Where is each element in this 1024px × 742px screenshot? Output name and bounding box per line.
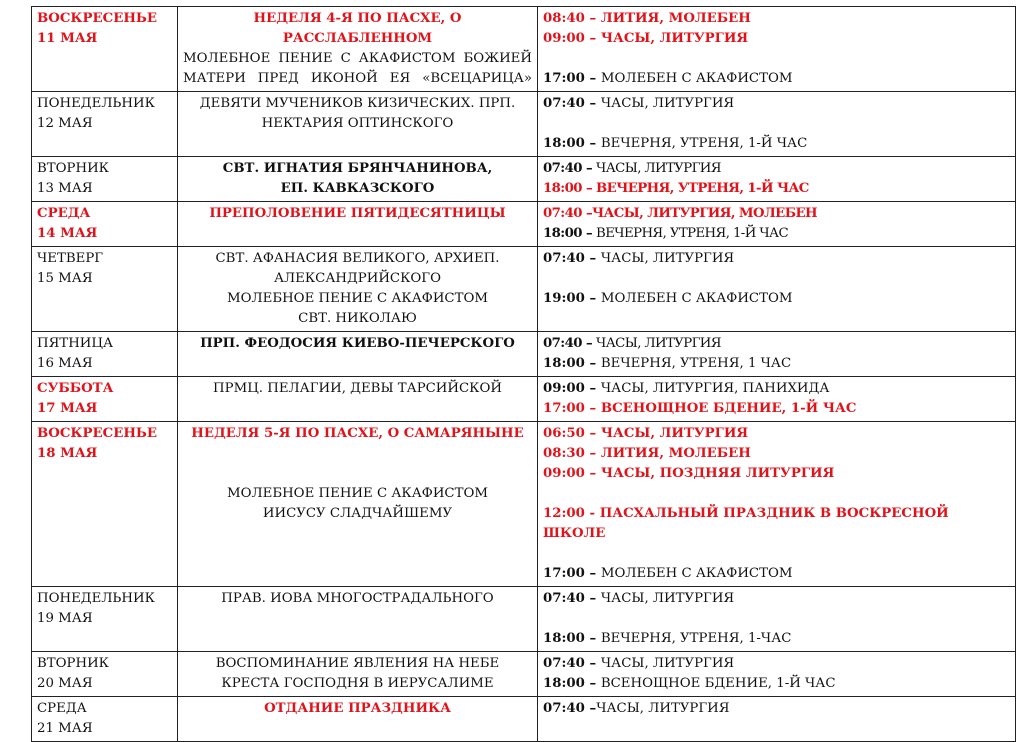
day-cell — [32, 422, 178, 587]
date-label: 14 МАЯ — [37, 226, 98, 241]
feast-title: ПРАВ. ИОВА МНОГОСТРАДАЛЬНОГО — [221, 591, 494, 606]
day-cell — [32, 92, 178, 157]
service-text: ЧАСЫ, ЛИТУРГИЯ — [600, 591, 735, 606]
service-text: ЧАСЫ, ЛИТУРГИЯ — [600, 251, 735, 266]
service-item — [543, 464, 1010, 484]
service-text: ЧАСЫ, ЛИТУРГИЯ — [600, 96, 735, 111]
schedule-row — [32, 157, 1016, 202]
spacer — [543, 269, 1010, 289]
schedule-row — [32, 332, 1016, 377]
service-separator: – — [584, 251, 601, 266]
services-cell — [538, 377, 1016, 422]
spacer — [543, 544, 1010, 564]
schedule-row — [32, 652, 1016, 697]
service-time: 18:00 — [543, 631, 585, 646]
schedule-table — [31, 6, 1016, 742]
service-time: 09:00 — [543, 381, 585, 396]
schedule-row — [32, 7, 1016, 92]
service-time: 19:00 — [543, 291, 585, 306]
service-time: 17:00 — [543, 71, 585, 86]
service-item — [543, 334, 1010, 354]
service-time: 17:00 — [543, 401, 585, 416]
service-time: 07:40 — [543, 161, 582, 176]
service-text: ПАСХАЛЬНЫЙ ПРАЗДНИК В ВОСКРЕСНОЙ ШКОЛЕ — [543, 506, 949, 541]
service-item — [543, 29, 1010, 49]
spacer — [543, 49, 1010, 69]
schedule-row — [32, 422, 1016, 587]
service-separator: – — [584, 356, 601, 371]
moleben-note: СВТ. НИКОЛАЮ — [298, 311, 417, 326]
feast-cell — [178, 92, 538, 157]
schedule-row — [32, 377, 1016, 422]
service-item — [543, 159, 1010, 179]
service-item — [543, 424, 1010, 444]
date-label: 17 МАЯ — [37, 401, 98, 416]
service-time: 07:40 — [543, 591, 585, 606]
service-separator: – — [581, 226, 597, 241]
service-text: ЛИТИЯ, МОЛЕБЕН — [600, 11, 751, 26]
service-item — [543, 399, 1010, 419]
feast-title: НЕДЕЛЯ 4-Я ПО ПАСХЕ, О — [253, 11, 462, 26]
schedule-row — [32, 92, 1016, 157]
moleben-note: ИИСУСУ СЛАДЧАЙШЕМУ — [262, 506, 453, 521]
service-time: 09:00 — [543, 31, 585, 46]
services-cell — [538, 587, 1016, 652]
date-label: 12 МАЯ — [37, 116, 93, 131]
spacer — [543, 114, 1010, 134]
service-item — [543, 629, 1010, 649]
feast-title: ПРМЦ. ПЕЛАГИИ, ДЕВЫ ТАРСИЙСКОЙ — [213, 381, 502, 396]
schedule-body — [32, 7, 1016, 742]
services-cell — [538, 92, 1016, 157]
service-time: 18:00 — [543, 676, 585, 691]
feast-title: СВТ. АФАНАСИЯ ВЕЛИКОГО, АРХИЕП. — [215, 251, 500, 266]
feast-cell — [178, 377, 538, 422]
spacer — [543, 484, 1010, 504]
service-separator: – — [584, 381, 601, 396]
service-text: ЛИТИЯ, МОЛЕБЕН — [600, 446, 751, 461]
feast-cell — [178, 202, 538, 247]
service-text: ВЕЧЕРНЯ, УТРЕНЯ, 1-Й ЧАС — [596, 181, 809, 196]
service-time: 07:40 — [543, 656, 585, 671]
service-text: ЧАСЫ, ЛИТУРГИЯ — [600, 656, 735, 671]
weekday-label: ВТОРНИК — [37, 161, 109, 176]
service-text: ЧАСЫ, ЛИТУРГИЯ — [600, 31, 749, 46]
date-label: 21 МАЯ — [37, 721, 93, 736]
date-label: 15 МАЯ — [37, 271, 93, 286]
feast-title: НЕКТАРИЯ ОПТИНСКОГО — [261, 116, 454, 131]
service-item — [543, 249, 1010, 269]
service-text: ЧАСЫ, ПОЗДНЯЯ ЛИТУРГИЯ — [600, 466, 835, 481]
service-time: 18:00 — [543, 181, 582, 196]
feast-title: ВОСПОМИНАНИЕ ЯВЛЕНИЯ НА НЕБЕ — [215, 656, 500, 671]
service-time: 07:40 — [543, 96, 585, 111]
feast-cell — [178, 157, 538, 202]
day-cell — [32, 697, 178, 742]
service-separator: – — [581, 181, 597, 196]
service-separator: – — [584, 96, 601, 111]
service-item — [543, 379, 1010, 399]
service-item — [543, 9, 1010, 29]
service-item — [543, 69, 1010, 89]
service-separator: – — [581, 206, 592, 221]
service-item — [543, 564, 1010, 584]
service-separator: – — [584, 401, 601, 416]
service-item — [543, 289, 1010, 309]
service-separator: – — [584, 656, 601, 671]
service-text: ЧАСЫ, ЛИТУРГИЯ — [596, 161, 721, 176]
service-text: ЧАСЫ, ЛИТУРГИЯ — [596, 701, 730, 716]
day-cell — [32, 332, 178, 377]
date-label: 20 МАЯ — [37, 676, 93, 691]
service-item — [543, 699, 1010, 719]
service-text: ВСЕНОЩНОЕ БДЕНИЕ, 1-Й ЧАС — [600, 401, 857, 416]
moleben-note: МОЛЕБНОЕ ПЕНИЕ С АКАФИСТОМ — [227, 486, 488, 501]
service-text: ЧАСЫ, ЛИТУРГИЯ, ПАНИХИДА — [600, 381, 830, 396]
feast-cell — [178, 247, 538, 332]
service-separator: – — [584, 566, 601, 581]
service-separator: - — [584, 506, 600, 521]
service-time: 17:00 — [543, 566, 585, 581]
feast-cell — [178, 587, 538, 652]
services-cell — [538, 422, 1016, 587]
service-separator: – — [584, 676, 601, 691]
moleben-note: МАТЕРИ ПРЕД ИКОНОЙ ЕЯ «ВСЕЦАРИЦА» — [183, 71, 532, 86]
feast-cell — [178, 422, 538, 587]
service-separator: – — [584, 71, 601, 86]
date-label: 11 МАЯ — [37, 31, 98, 46]
services-cell — [538, 652, 1016, 697]
feast-cell — [178, 7, 538, 92]
day-cell — [32, 247, 178, 332]
feast-title: РАССЛАБЛЕННОМ — [282, 31, 433, 46]
service-text: МОЛЕБЕН С АКАФИСТОМ — [600, 71, 793, 86]
service-time: 18:00 — [543, 226, 582, 241]
service-item — [543, 589, 1010, 609]
service-item — [543, 504, 1010, 544]
service-separator: – — [584, 631, 601, 646]
service-time: 09:00 — [543, 466, 585, 481]
service-item — [543, 654, 1010, 674]
date-label: 13 МАЯ — [37, 181, 93, 196]
service-time: 08:40 — [543, 11, 585, 26]
service-text: ЧАСЫ, ЛИТУРГИЯ, МОЛЕБЕН — [592, 206, 817, 221]
feast-title: ЕП. КАВКАЗСКОГО — [280, 181, 435, 196]
feast-title: КРЕСТА ГОСПОДНЯ В ИЕРУСАЛИМЕ — [221, 676, 494, 691]
service-item — [543, 354, 1010, 374]
date-label: 16 МАЯ — [37, 356, 93, 371]
service-separator: – — [584, 591, 601, 606]
service-separator: – — [584, 11, 601, 26]
service-separator: – — [584, 701, 597, 716]
day-cell — [32, 652, 178, 697]
service-time: 08:30 — [543, 446, 585, 461]
service-time: 18:00 — [543, 356, 585, 371]
weekday-label: ВОСКРЕСЕНЬЕ — [37, 426, 158, 441]
day-cell — [32, 587, 178, 652]
service-time: 07:40 — [543, 251, 585, 266]
service-separator: – — [584, 446, 601, 461]
feast-title: АЛЕКСАНДРИЙСКОГО — [273, 271, 442, 286]
service-text: ВЕЧЕРНЯ, УТРЕНЯ, 1 ЧАС — [600, 356, 792, 371]
services-cell — [538, 202, 1016, 247]
feast-cell — [178, 697, 538, 742]
weekday-label: ПЯТНИЦА — [37, 336, 114, 351]
service-item — [543, 94, 1010, 114]
weekday-label: ПОНЕДЕЛЬНИК — [37, 591, 155, 606]
feast-cell — [178, 652, 538, 697]
weekday-label: ПОНЕДЕЛЬНИК — [37, 96, 155, 111]
service-time: 07:40 — [543, 336, 582, 351]
day-cell — [32, 377, 178, 422]
schedule-row — [32, 247, 1016, 332]
day-cell — [32, 202, 178, 247]
service-item — [543, 674, 1010, 694]
services-cell — [538, 247, 1016, 332]
service-item — [543, 134, 1010, 154]
services-cell — [538, 7, 1016, 92]
service-separator: – — [584, 136, 601, 151]
date-label: 18 МАЯ — [37, 446, 98, 461]
service-separator: – — [581, 161, 597, 176]
schedule-row — [32, 587, 1016, 652]
weekday-label: СРЕДА — [37, 206, 91, 221]
spacer — [543, 609, 1010, 629]
date-label: 19 МАЯ — [37, 611, 93, 626]
feast-cell — [178, 332, 538, 377]
service-text: ВЕЧЕРНЯ, УТРЕНЯ, 1-Й ЧАС — [600, 136, 808, 151]
service-item — [543, 224, 1010, 244]
service-item — [543, 179, 1010, 199]
service-text: МОЛЕБЕН С АКАФИСТОМ — [600, 291, 793, 306]
service-time: 07:40 — [543, 701, 585, 716]
feast-title: СВТ. ИГНАТИЯ БРЯНЧАНИНОВА, — [222, 161, 493, 176]
weekday-label: ЧЕТВЕРГ — [37, 251, 104, 266]
moleben-note: МОЛЕБНОЕ ПЕНИЕ С АКАФИСТОМ БОЖИЕЙ — [183, 51, 532, 66]
day-cell — [32, 7, 178, 92]
spacer — [183, 444, 532, 464]
weekday-label: ВОСКРЕСЕНЬЕ — [37, 11, 158, 26]
service-separator: – — [581, 336, 597, 351]
weekday-label: СРЕДА — [37, 701, 87, 716]
weekday-label: ВТОРНИК — [37, 656, 109, 671]
feast-title: ОТДАНИЕ ПРАЗДНИКА — [264, 701, 451, 716]
weekday-label: СУББОТА — [37, 381, 114, 396]
service-time: 12:00 — [543, 506, 585, 521]
services-cell — [538, 332, 1016, 377]
service-text: ВЕЧЕРНЯ, УТРЕНЯ, 1-Й ЧАС — [596, 226, 789, 241]
service-separator: – — [584, 466, 601, 481]
services-cell — [538, 157, 1016, 202]
service-text: ЧАСЫ, ЛИТУРГИЯ — [596, 336, 721, 351]
service-time: 18:00 — [543, 136, 585, 151]
feast-title: ПРЕПОЛОВЕНИЕ ПЯТИДЕСЯТНИЦЫ — [209, 206, 506, 221]
service-text: ВСЕНОЩНОЕ БДЕНИЕ, 1-Й ЧАС — [600, 676, 836, 691]
schedule-row — [32, 697, 1016, 742]
service-item — [543, 204, 1010, 224]
service-item — [543, 444, 1010, 464]
service-separator: – — [584, 291, 601, 306]
feast-title: ПРП. ФЕОДОСИЯ КИЕВО-ПЕЧЕРСКОГО — [200, 336, 515, 351]
service-text: ВЕЧЕРНЯ, УТРЕНЯ, 1-ЧАС — [600, 631, 792, 646]
services-cell — [538, 697, 1016, 742]
feast-title: НЕДЕЛЯ 5-Я ПО ПАСХЕ, О САМАРЯНЫНЕ — [191, 426, 524, 441]
service-time: 06:50 — [543, 426, 585, 441]
feast-title: ДЕВЯТИ МУЧЕНИКОВ КИЗИЧЕСКИХ. ПРП. — [199, 96, 516, 111]
service-separator: – — [584, 426, 601, 441]
moleben-note: МОЛЕБНОЕ ПЕНИЕ С АКАФИСТОМ — [227, 291, 488, 306]
spacer — [183, 464, 532, 484]
service-separator: – — [584, 31, 601, 46]
schedule-row — [32, 202, 1016, 247]
service-time: 07:40 — [543, 206, 582, 221]
service-text: ЧАСЫ, ЛИТУРГИЯ — [600, 426, 749, 441]
day-cell — [32, 157, 178, 202]
service-text: МОЛЕБЕН С АКАФИСТОМ — [600, 566, 793, 581]
